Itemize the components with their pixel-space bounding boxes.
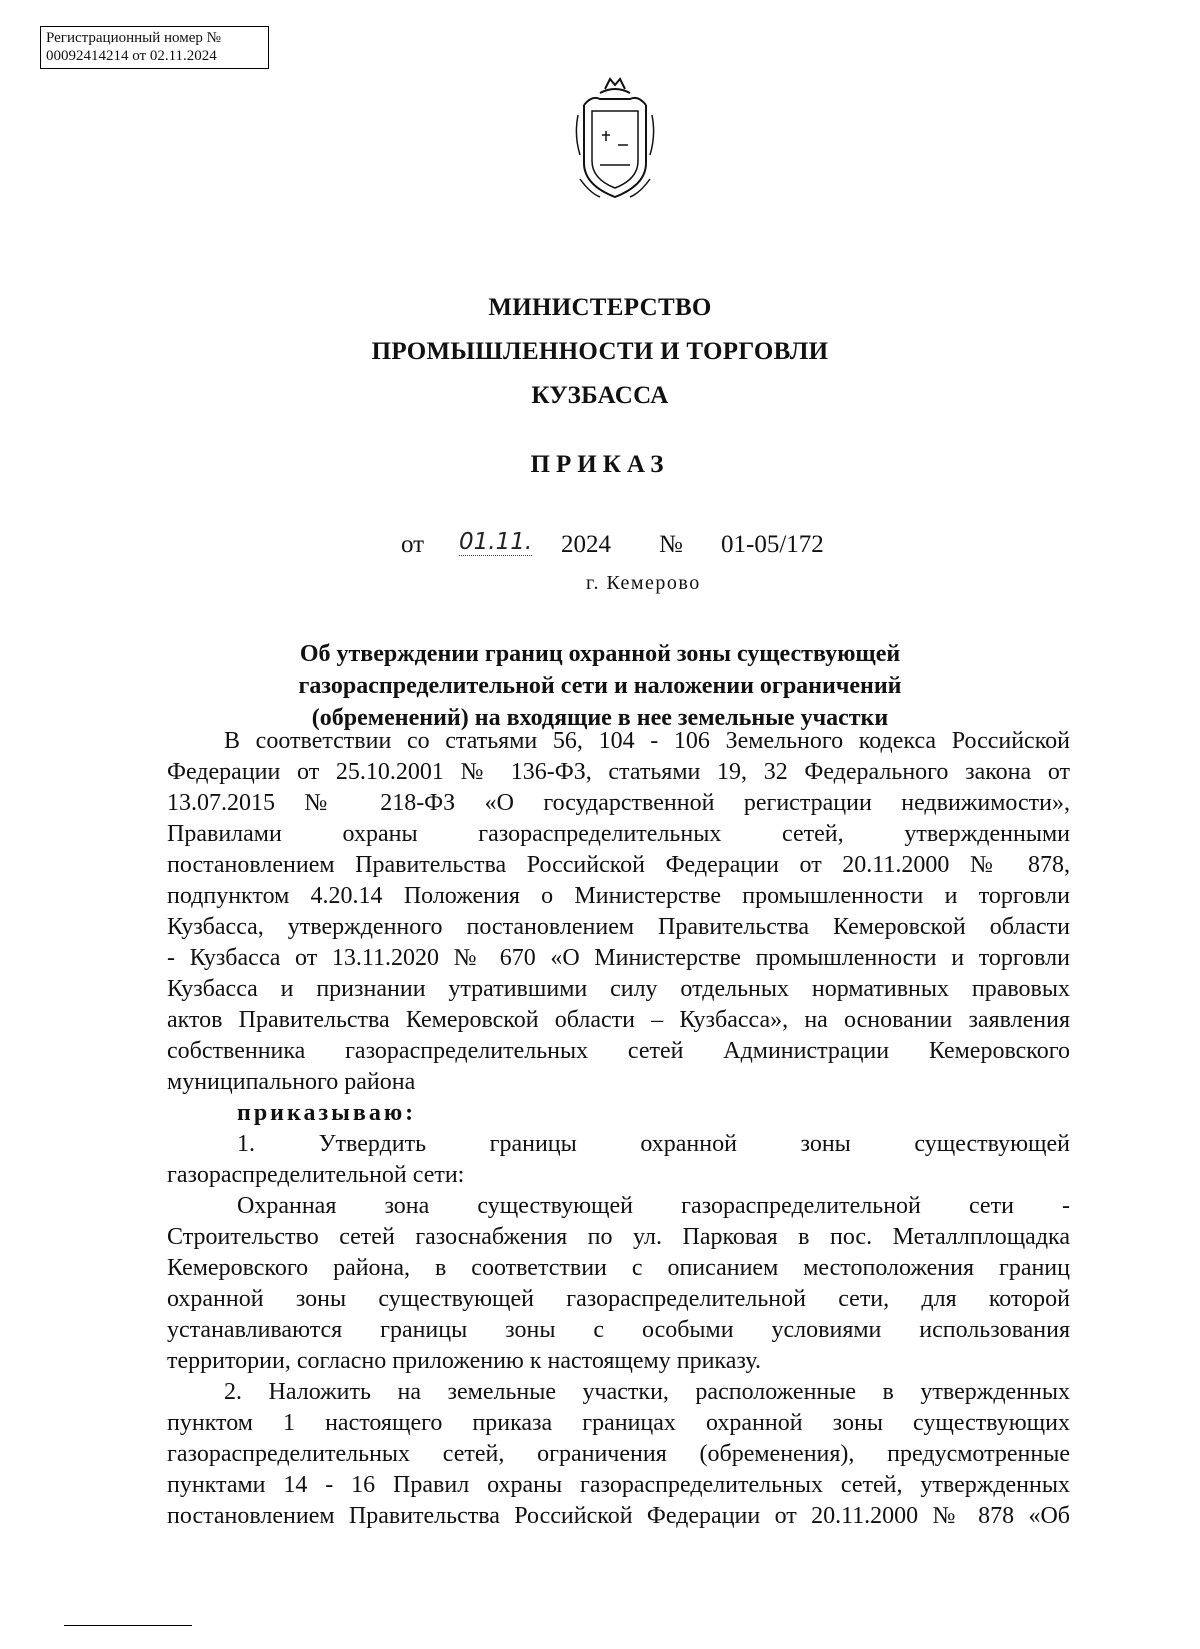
body-line: Строительство сетей газоснабжения по ул. Парковая в пос. Металлплощадка [167,1224,1070,1250]
title-line: Об утверждении границ охранной зоны существующей [299,641,901,667]
document-body [167,726,1070,1532]
body-line: 13.07.2015 № 218-ФЗ «О государственной регистрации недвижимости», [167,790,1070,816]
title-line: (обременений) на входящие в нее земельные участки [311,705,889,731]
body-line: охранной зоны существующей газораспределительной сети, для которой [167,1286,1070,1312]
body-line: Кемеровского района, в соответствии с описанием местоположения границ [167,1255,1070,1281]
body-line: актов Правительства Кемеровской области – Кузбасса», на основании заявления [167,1007,1070,1033]
coat-of-arms-icon [570,75,660,207]
body-line: 1. Утвердить границы охранной зоны существующей [237,1131,1070,1157]
body-line: территории, согласно приложению к настоящему приказу. [167,1348,761,1374]
body-line: В соответствии со статьями 56, 104 - 106 Земельного кодекса Российской [224,728,1070,754]
date-day-month: 01.11. [459,529,533,555]
body-line: постановлением Правительства Российской Федерации от 20.11.2000 № 878, [167,852,1070,878]
body-line: постановлением Правительства Российской Федерации от 20.11.2000 № 878 «Об [167,1503,1070,1529]
body-line: пунктами 14 - 16 Правил охраны газораспределительных сетей, утвержденных [167,1472,1070,1498]
registration-line-1: Регистрационный номер № [46,30,221,46]
document-title [240,638,960,734]
body-line: Правилами охраны газораспределительных сетей, утвержденными [167,821,1070,847]
ministry-name-line-3: КУЗБАССА [531,382,669,409]
body-line: Кузбасса, утвержденного постановлением Правительства Кемеровской области [167,914,1070,940]
ministry-name-line-2: ПРОМЫШЛЕННОСТИ И ТОРГОВЛИ [371,338,829,365]
document-number: 01-05/172 [721,531,824,558]
body-line: муниципального района [167,1069,416,1095]
registration-number-box [40,26,269,69]
city: г. Кемерово [586,572,701,594]
date-prefix: от [401,531,425,558]
date-year: 2024 [561,531,611,558]
footnote-divider [64,1625,192,1626]
body-line: газораспределительной сети: [167,1162,465,1188]
body-line: Кузбасса и признании утратившими силу отдельных нормативных правовых [167,976,1070,1002]
document-type: ПРИКАЗ [530,451,670,478]
body-line: Федерации от 25.10.2001 № 136-ФЗ, статьями 19, 32 Федерального закона от [167,759,1070,785]
body-line: устанавливаются границы зоны с особыми условиями использования [167,1317,1070,1343]
body-line: газораспределительных сетей, ограничения (обременения), предусмотренные [167,1441,1070,1467]
number-sign: № [659,531,683,558]
body-line: собственника газораспределительных сетей Администрации Кемеровского [167,1038,1070,1064]
title-line: газораспределительной сети и наложении ограничений [298,673,902,699]
ministry-name-line-1: МИНИСТЕРСТВО [488,294,712,321]
body-line: пунктом 1 настоящего приказа границах охранной зоны существующих [167,1410,1070,1436]
body-line: подпунктом 4.20.14 Положения о Министерстве промышленности и торговли [167,883,1070,909]
body-line: 2. Наложить на земельные участки, расположенные в утвержденных [224,1379,1070,1405]
body-line: Охранная зона существующей газораспределительной сети - [237,1193,1070,1219]
registration-line-2: 00092414214 от 02.11.2024 [46,48,217,64]
order-word: приказываю: [237,1100,417,1126]
body-line: - Кузбасса от 13.11.2020 № 670 «О Министерстве промышленности и торговли [167,945,1070,971]
